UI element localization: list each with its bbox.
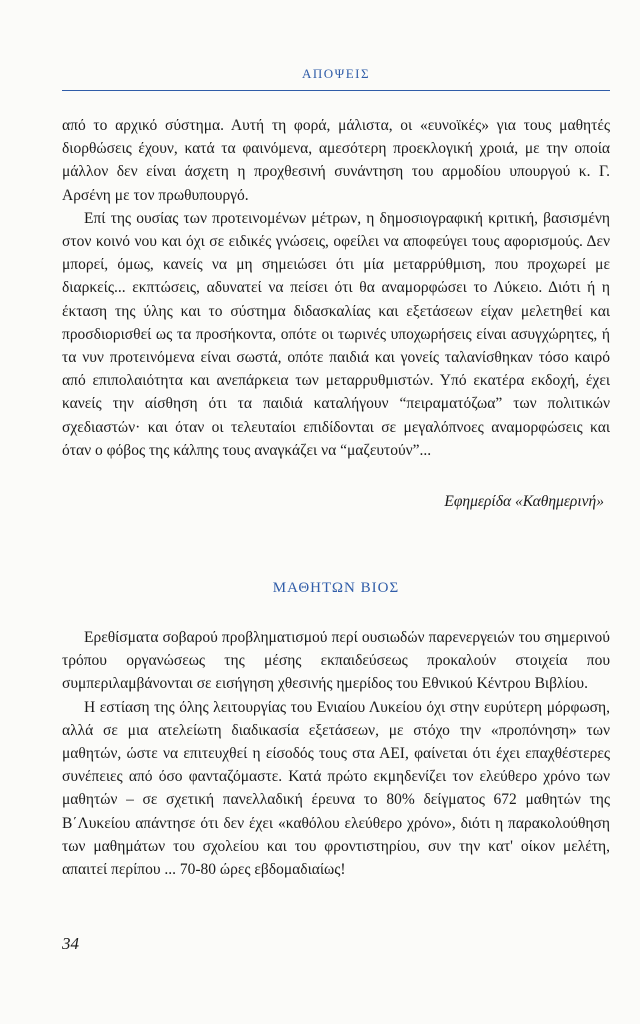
page-number: 34 <box>62 934 79 953</box>
paragraph: Ερεθίσματα σοβαρού προβληματισμού περί ουσιωδών παρενεργειών του σημερινού τρόπου οργανώσεως της μέσης εκπαιδεύσεως προκαλούν στοιχεία που συμπεριλαμβάνονται σε εισήγηση χθεσινής ημερίδος του Εθνικού Κέντρου Βιβλίου. <box>62 629 610 693</box>
article-signature: Εφημερίδα «Καθημερινή» <box>444 493 604 510</box>
paragraph: από το αρχικό σύστημα. Αυτή τη φορά, μάλιστα, οι «ευνοϊκές» για τους μαθητές διορθώσεις έχουν, κατά τα φαινόμενα, αμεσότερη προεκλογική χροιά, με την οποία μάλλον δεν είναι άσχετη η προχθεσινή συνάντηση του αρμοδίου υπουργού κ. Γ. Αρσένη με τον πρωθυπουργό. <box>62 117 610 204</box>
article-body <box>62 114 610 462</box>
header-rule <box>62 90 610 91</box>
paragraph: Η εστίαση της όλης λειτουργίας του Ενιαίου Λυκείου όχι στην ευρύτερη μόρφωση, αλλά σε μια ατελείωτη διαδικασία εξετάσεων, με στόχο την «προπόνηση» των μαθητών, ώστε να επιτευχθεί η είσοδός τους στα ΑΕΙ, φαίνεται ότι έχει επαχθέστερες συνέπειες από όσο φανταζόμαστε. Κατά πρώτο εκμηδενίζει τον ελεύθερο χρόνο των μαθητών – σε σχετική πανελλαδική έρευνα το 80% δείγματος 672 μαθητών της Β΄Λυκείου απάντησε ότι δεν έχει «καθόλου ελεύθερο χρόνο», διότι η παρακολούθηση των μαθημάτων του σχολείου και του φροντιστηρίου, συν την κατ' οίκον μελέτη, απαιτεί περίπου ... 70-80 ώρες εβδομαδιαίως! <box>62 698 610 879</box>
paragraph: Επί της ουσίας των προτεινομένων μέτρων, η δημοσιογραφική κριτική, βασισμένη στον κοινό νου και όχι σε ειδικές γνώσεις, οφείλει να αποφεύγει τους αφορισμούς. Δεν μπορεί, όμως, κανείς να μη σημειώσει ότι μία μεταρρύθμιση, που προχωρεί με διαρκείς... εκπτώσεις, αδυνατεί να πείσει ότι θα αναμορφώσει το Λύκειο. Διότι ή η έκταση της ύλης και το σύστημα διδασκαλίας και εξετάσεων είχαν μελετηθεί και προσδιορισθεί ως τα προσήκοντα, οπότε οι τωρινές υποχωρήσεις είναι ασυγχώρητες, ή τα νυν προτεινόμενα είναι σωστά, οπότε παιδιά και γονείς ταλανίσθηκαν τόσο καιρό από επιπολαιότητα και ανεπάρκεια των μεταρρυθμιστών. Υπό εκατέρα εκδοχή, έχει κανείς την αίσθηση ότι τα παιδιά καταλήγουν “πειραματόζωα” των πολιτικών σχεδιαστών· και όταν οι τελευταίοι επιδίδονται σε μεγαλόπνοες αναμορφώσεις και όταν ο φόβος της κάλπης τους αναγκάζει να “μαζευτούν”... <box>62 209 610 459</box>
section-title: ΜΑΘΗΤΩΝ ΒΙΟΣ <box>272 580 400 596</box>
running-header: ΑΠΟΨΕΙΣ <box>301 66 371 81</box>
section-body <box>62 626 610 881</box>
